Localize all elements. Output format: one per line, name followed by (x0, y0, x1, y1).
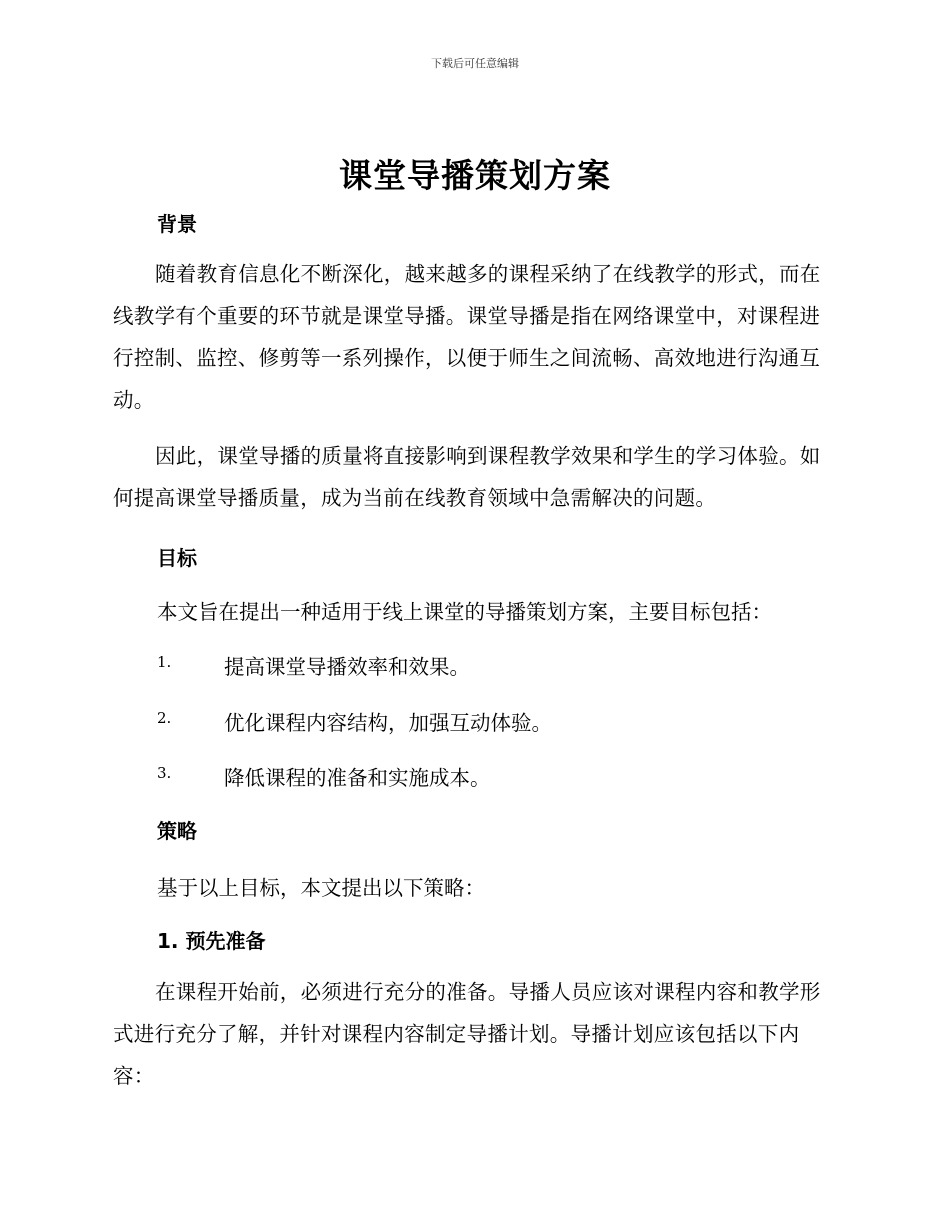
goal-item-text: 优化课程内容结构，加强互动体验。 (224, 711, 552, 735)
section-heading-strategy: 策略 (157, 819, 197, 843)
background-paragraph-2: 因此，课堂导播的质量将直接影响到课程教学效果和学生的学习体验。如何提高课堂导播质量，成为当前在线教育领域中急需解决的问题。 (113, 444, 821, 510)
strategy-intro-text: 基于以上目标，本文提出以下策略： (157, 876, 485, 900)
goal-item-text: 降低课程的准备和实施成本。 (224, 766, 491, 790)
goal-item-number: 1. (157, 653, 172, 671)
strategy-sub-heading: 1. 预先准备 (157, 929, 266, 953)
section-heading-background: 背景 (157, 212, 197, 236)
goals-intro-text: 本文旨在提出一种适用于线上课堂的导播策划方案，主要目标包括： (157, 600, 772, 624)
document-title: 课堂导播策划方案 (339, 156, 611, 195)
section-heading-goals: 目标 (157, 546, 197, 570)
goal-item-text: 提高课堂导播效率和效果。 (224, 655, 470, 679)
goal-item-number: 3. (157, 764, 172, 782)
strategy-paragraph: 在课程开始前，必须进行充分的准备。导播人员应该对课程内容和教学形式进行充分了解，并针对课程内容制定导播计划。导播计划应该包括以下内容： (113, 980, 821, 1088)
background-paragraph-1: 随着教育信息化不断深化，越来越多的课程采纳了在线教学的形式，而在线教学有个重要的环节就是课堂导播。课堂导播是指在网络课堂中，对课程进行控制、监控、修剪等一系列操作，以便于师生之间流畅、高效地进行沟通互动。 (113, 262, 821, 412)
goal-item-number: 2. (157, 709, 172, 727)
header-note: 下载后可任意编辑 (431, 57, 519, 70)
